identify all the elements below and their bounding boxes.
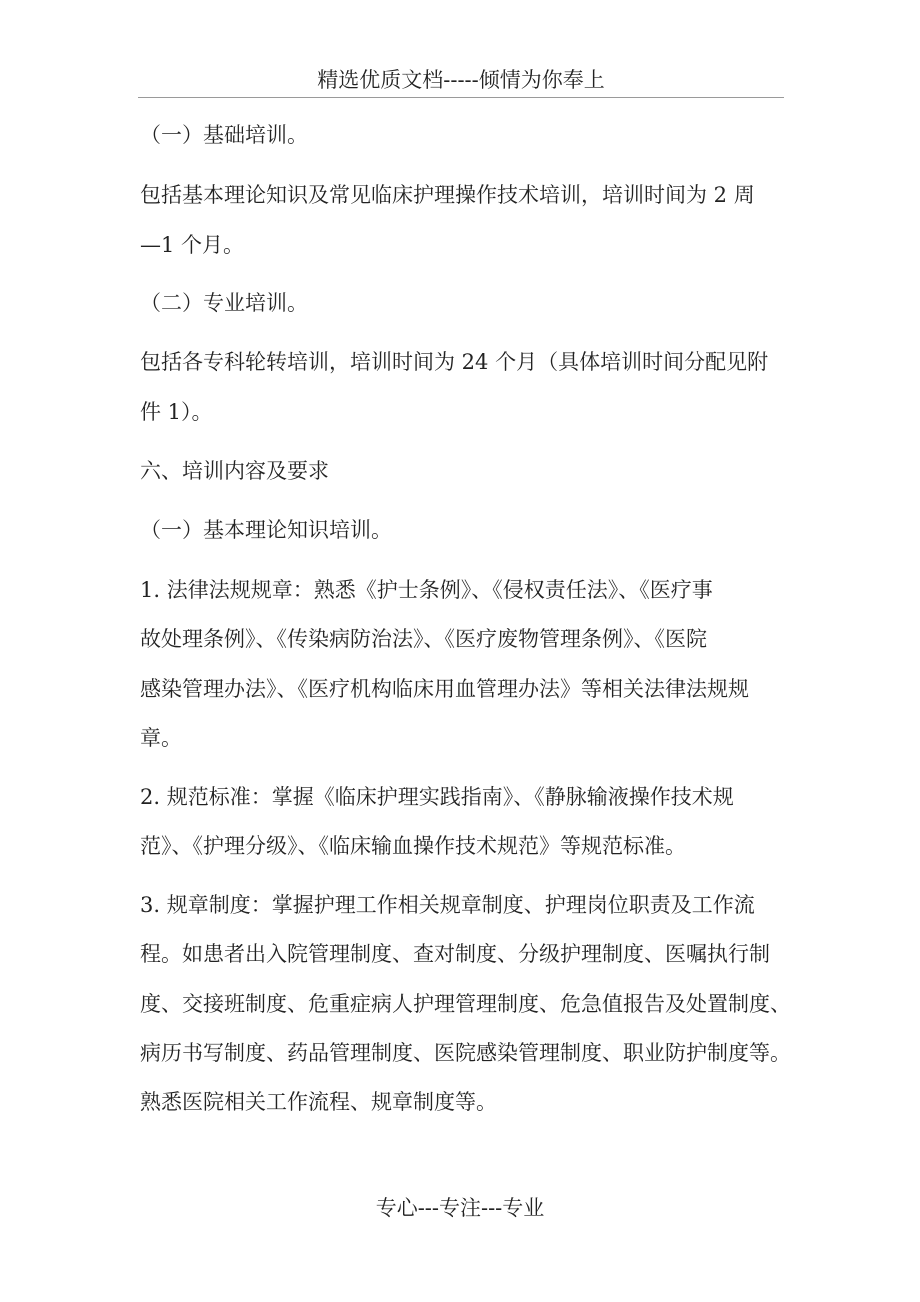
paragraph-line: 件 1）。 bbox=[140, 400, 213, 424]
paragraph-line: 程。如患者出入院管理制度、查对制度、分级护理制度、医嘱执行制 bbox=[140, 942, 770, 966]
paragraph-line: 3. 规章制度：掌握护理工作相关规章制度、护理岗位职责及工作流 bbox=[140, 893, 755, 917]
paragraph-line: 包括各专科轮转培训，培训时间为 24 个月（具体培训时间分配见附 bbox=[140, 350, 769, 374]
paragraph-line: 范》、《护理分级》、《临床输血操作技术规范》等规范标准。 bbox=[140, 834, 686, 858]
paragraph-line: 2. 规范标准：掌握《临床护理实践指南》、《静脉输液操作技术规 bbox=[140, 785, 734, 809]
paragraph-line: 包括基本理论知识及常见临床护理操作技术培训，培训时间为 2 周 bbox=[140, 183, 755, 207]
paragraph-line: 病历书写制度、药品管理制度、医院感染管理制度、职业防护制度等。 bbox=[140, 1041, 791, 1065]
page-header: 精选优质文档-----倾情为你奉上 bbox=[317, 68, 605, 92]
header-divider bbox=[138, 97, 784, 98]
section-heading-basic-training: （一）基础培训。 bbox=[140, 123, 308, 147]
section-heading-theory-training: （一）基本理论知识培训。 bbox=[140, 518, 392, 542]
paragraph-line: 度、交接班制度、危重症病人护理管理制度、危急值报告及处置制度、 bbox=[140, 992, 791, 1016]
paragraph-line: —1 个月。 bbox=[140, 233, 245, 257]
paragraph-line: 熟悉医院相关工作流程、规章制度等。 bbox=[140, 1090, 497, 1114]
paragraph-line: 感染管理办法》、《医疗机构临床用血管理办法》等相关法律法规规 bbox=[140, 677, 749, 701]
section-heading-specialty-training: （二）专业培训。 bbox=[140, 291, 308, 315]
page-footer: 专心---专注---专业 bbox=[375, 1196, 545, 1220]
paragraph-line: 故处理条例》、《传染病防治法》、《医疗废物管理条例》、《医院 bbox=[140, 627, 707, 651]
paragraph-line: 章。 bbox=[140, 726, 182, 750]
chapter-heading-training-content: 六、培训内容及要求 bbox=[140, 459, 329, 483]
paragraph-line: 1. 法律法规规章：熟悉《护士条例》、《侵权责任法》、《医疗事 bbox=[140, 578, 713, 602]
